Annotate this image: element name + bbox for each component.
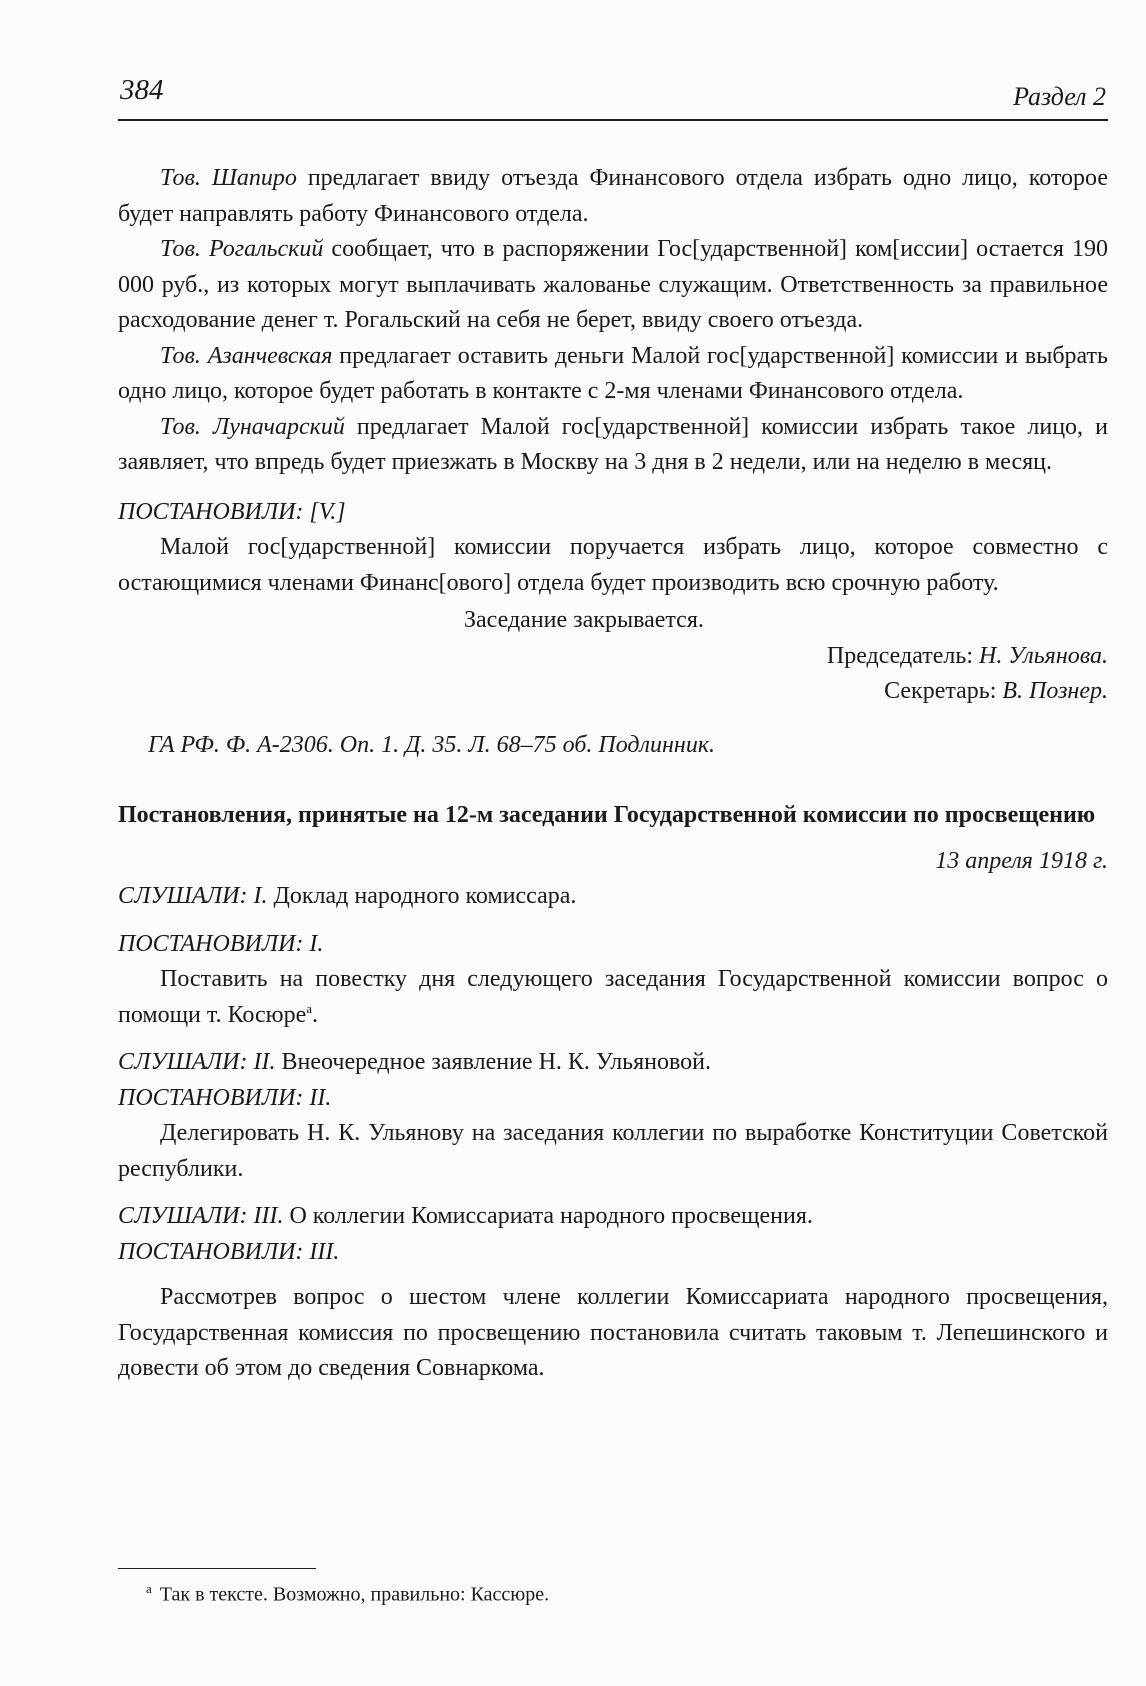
heard-text: О коллегии Комиссариата народного просвещения. (283, 1203, 813, 1229)
speech-text: сообщает, что в распоряжении Гос[ударственной] ком[иссии] остается 190 000 руб., из которых могут выплачивать жалованье служащим. Ответственность за правильное расходование денег т. Рогальский на себя не берет, ввиду своего отъезда. (118, 236, 1108, 333)
heard-text: Внеочередное заявление Н. К. Ульяновой. (275, 1049, 712, 1075)
heard-label: СЛУШАЛИ: I. (118, 883, 268, 909)
speech-lunacharsky (118, 410, 1108, 481)
secretary-signature (118, 674, 1108, 710)
page-number: 384 (120, 74, 164, 106)
heard-text: Доклад народного комиссара. (267, 883, 577, 909)
footnote-text: Так в тексте. Возможно, правильно: Кассюре. (159, 1583, 550, 1606)
secretary-label: Секретарь: (884, 678, 1003, 704)
speech-rogalsky (118, 232, 1108, 339)
footnote-rule (118, 1568, 316, 1569)
speaker-name: Тов. Луначарский (160, 413, 345, 440)
heard-2 (118, 1045, 1108, 1081)
resolution-text: Поставить на повестку дня следующего заседания Государственной комиссии вопрос о помощи т. Косюре (118, 966, 1108, 1028)
section-title: Раздел 2 (1013, 82, 1106, 111)
heard-label: СЛУШАЛИ: III. (118, 1203, 284, 1229)
resolution-v-heading: ПОСТАНОВИЛИ: [V.] (118, 498, 346, 525)
secretary-name: В. Познер. (1002, 678, 1108, 704)
speech-text: предлагает ввиду отъезда Финансового отдела избрать одно лицо, которое будет направлять работу Финансового отдела. (118, 165, 1108, 227)
page-header (118, 68, 1108, 120)
closing-line: Заседание закрывается. (464, 607, 704, 633)
speech-shapiro (118, 161, 1108, 232)
archive-source: ГА РФ. Ф. А-2306. Оп. 1. Д. 35. Л. 68–75 об. Подлинник. (148, 731, 716, 758)
speech-azanchevskaya (118, 339, 1108, 410)
heard-1 (118, 879, 1108, 915)
speech-text: предлагает Малой гос[ударственной] комиссии избрать такое лицо, и заявляет, что впредь будет приезжать в Москву на 3 дня в 2 недели, или на неделю в месяц. (118, 413, 1108, 475)
document-title: Постановления, принятые на 12-м заседании Государственной комиссии по просвещению (118, 802, 1096, 828)
resolved-3-text: Рассмотрев вопрос о шестом члене коллегии Комиссариата народного просвещения, Государственная комиссия по просвещению постановила считать таковым т. Лепешинского и довести об этом до сведения Совнаркома. (118, 1284, 1108, 1381)
chair-label: Председатель: (826, 642, 979, 669)
heard-3 (118, 1199, 1108, 1235)
resolution-end: . (312, 1001, 319, 1028)
resolved-1-heading: ПОСТАНОВИЛИ: I. (118, 930, 324, 957)
header-rule (118, 119, 1108, 121)
resolved-1-text (118, 962, 1108, 1033)
chair-name: Н. Ульянова. (979, 642, 1108, 669)
document-date: 13 апреля 1918 г. (935, 847, 1108, 874)
footnote (146, 1575, 549, 1609)
speaker-name: Тов. Шапиро (160, 165, 297, 191)
chair-signature (118, 639, 1108, 675)
heard-label: СЛУШАЛИ: II. (118, 1049, 276, 1075)
resolved-3-heading: ПОСТАНОВИЛИ: III. (118, 1238, 340, 1265)
page-body (118, 161, 1108, 1387)
resolution-v-text: Малой гос[ударственной] комиссии поручается избрать лицо, которое совместно с остающимися членами Финанс[ового] отдела будет производить всю срочную работу. (118, 534, 1108, 596)
speaker-name: Тов. Рогальский (160, 236, 324, 262)
footnote-marker: а (306, 1000, 313, 1016)
resolved-2-text: Делегировать Н. К. Ульянову на заседания коллегии по выработке Конституции Советской республики. (118, 1120, 1108, 1182)
resolved-2-heading: ПОСТАНОВИЛИ: II. (118, 1084, 332, 1111)
speaker-name: Тов. Азанчевская (160, 342, 333, 369)
speech-text: предлагает оставить деньги Малой гос[ударственной] комиссии и выбрать одно лицо, которое будет работать в контакте с 2-мя членами Финансового отдела. (118, 342, 1108, 404)
footnote-mark: а (146, 1581, 152, 1596)
